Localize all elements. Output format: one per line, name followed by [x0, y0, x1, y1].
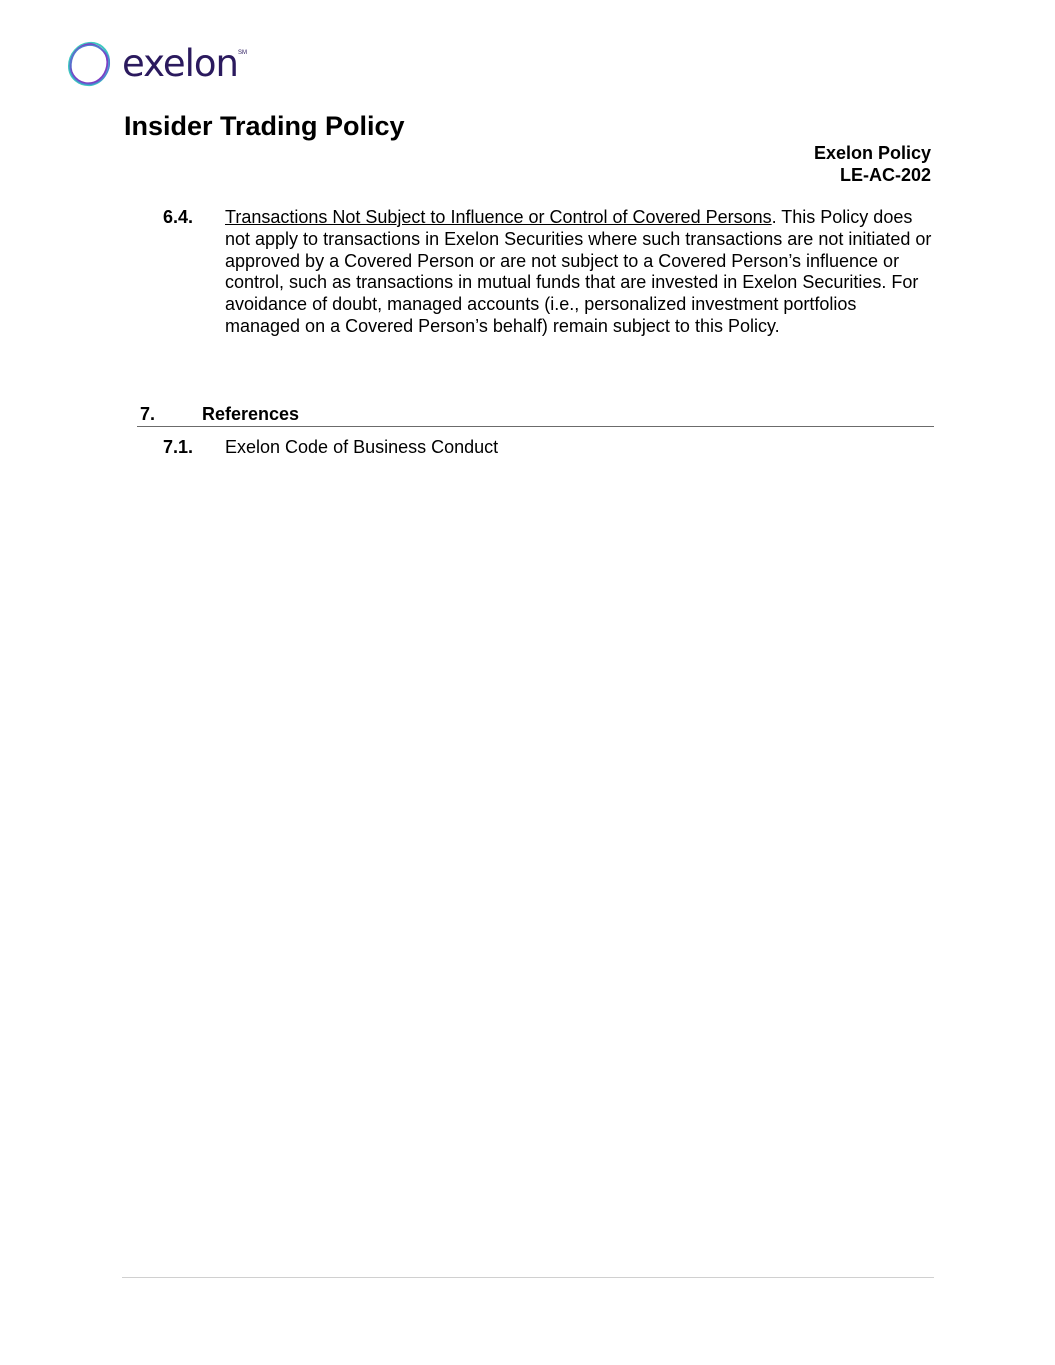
logo-wordmark: exelon: [122, 42, 239, 85]
exelon-logo: [66, 40, 256, 92]
item-text: Exelon Code of Business Conduct: [225, 437, 499, 457]
policy-item-6-4: [163, 207, 935, 338]
document-title: Insider Trading Policy: [124, 111, 405, 141]
item-number: 7.1.: [163, 437, 194, 457]
policy-meta: [814, 142, 931, 186]
item-heading: Transactions Not Subject to Influence or Control of Covered Persons: [225, 207, 772, 227]
logo-service-mark: SM: [238, 50, 247, 56]
exelon-logo-icon: [66, 40, 112, 88]
item-body: [225, 207, 935, 338]
section-number: 7.: [140, 404, 156, 424]
policy-item-7-1: [163, 437, 935, 459]
policy-number: LE-AC-202: [839, 165, 931, 185]
policy-type: Exelon Policy: [813, 143, 931, 163]
item-number: 6.4.: [163, 207, 194, 227]
footer-divider: [122, 1277, 934, 1278]
section-heading-references: [137, 402, 934, 427]
section-title: References: [202, 404, 300, 424]
item-text: . This Policy does not apply to transactions in Exelon Securities where such transactions are not initiated or approved by a Covered Person or are not subject to a Covered Person’s influence or control, such as transactions in mutual funds that are invested in Exelon Securities. For avoidance of doubt, managed accounts (i.e., personalized investment portfolios managed on a Covered Person’s behalf) remain subject to this Policy.: [225, 207, 932, 336]
